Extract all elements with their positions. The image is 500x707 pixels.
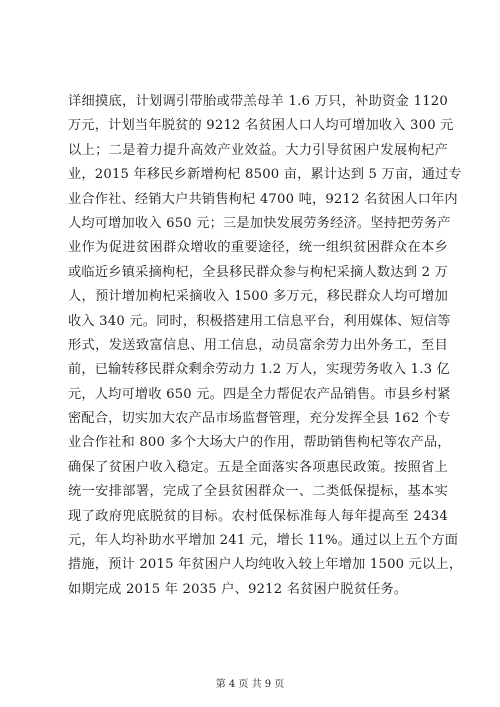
page-footer: 第 4 页 共 9 页 bbox=[215, 679, 285, 690]
text-line: 确保了贫困户收入稳定。五是全面落实各项惠民政策。按照省上 bbox=[68, 459, 448, 475]
text-line: 以上；二是着力提升高效产业效益。大力引导贫困户发展枸杞产 bbox=[68, 142, 448, 158]
text-line: 统一安排部署，完成了全县贫困群众一、二类低保提标，基本实 bbox=[68, 484, 448, 500]
text-line: 前，已输转移民群众剩余劳动力 1.2 万人，实现劳务收入 1.3 亿 bbox=[68, 362, 451, 378]
text-line: 详细摸底，计划调引带胎或带羔母羊 1.6 万只，补助资金 1120 bbox=[68, 94, 448, 109]
text-line: 措施，预计 2015 年贫困户人均纯收入较上年增加 1500 元以上， bbox=[68, 557, 463, 573]
text-line: 人均可增加收入 650 元；三是加快发展劳务经济。坚持把劳务产 bbox=[68, 215, 451, 231]
text-line: 万元，计划当年脱贫的 9212 名贫困人口人均可增加收入 300 元 bbox=[68, 118, 454, 134]
text-line: 收入 340 元。同时，积极搭建用工信息平台，利用媒体、短信等 bbox=[68, 313, 451, 329]
text-line: 密配合，切实加大农产品市场监督管理，充分发挥全县 162 个专 bbox=[68, 411, 451, 427]
text-line: 现了政府兜底脱贫的目标。农村低保标准每人每年提高至 2434 bbox=[68, 508, 448, 524]
text-line: 人，预计增加枸杞采摘收入 1500 多万元，移民群众人均可增加 bbox=[68, 289, 448, 305]
text-line: 如期完成 2015 年 2035 户、9212 名贫困户脱贫任务。 bbox=[68, 581, 408, 597]
text-line: 形式，发送致富信息、用工信息，动员富余劳力出外务工，至目 bbox=[68, 337, 448, 353]
text-line: 业合作社和 800 多个大场大户的作用，帮助销售枸杞等农产品， bbox=[68, 435, 451, 451]
text-line: 或临近乡镇采摘枸杞，全县移民群众参与枸杞采摘人数达到 2 万 bbox=[68, 264, 448, 280]
text-line: 业合作社、经销大户共销售枸杞 4700 吨，9212 名贫困人口年内 bbox=[68, 191, 458, 207]
text-line: 元，年人均补助水平增加 241 元，增长 11%。通过以上五个方面 bbox=[68, 533, 459, 549]
text-line: 业，2015 年移民乡新增枸杞 8500 亩，累计达到 5 万亩，通过专 bbox=[68, 167, 462, 183]
text-line: 业作为促进贫困群众增收的重要途径，统一组织贫困群众在本乡 bbox=[68, 240, 448, 256]
text-line: 元，人均可增收 650 元。四是全力帮促农产品销售。市县乡村紧 bbox=[68, 386, 451, 402]
body-paragraph bbox=[68, 90, 463, 602]
